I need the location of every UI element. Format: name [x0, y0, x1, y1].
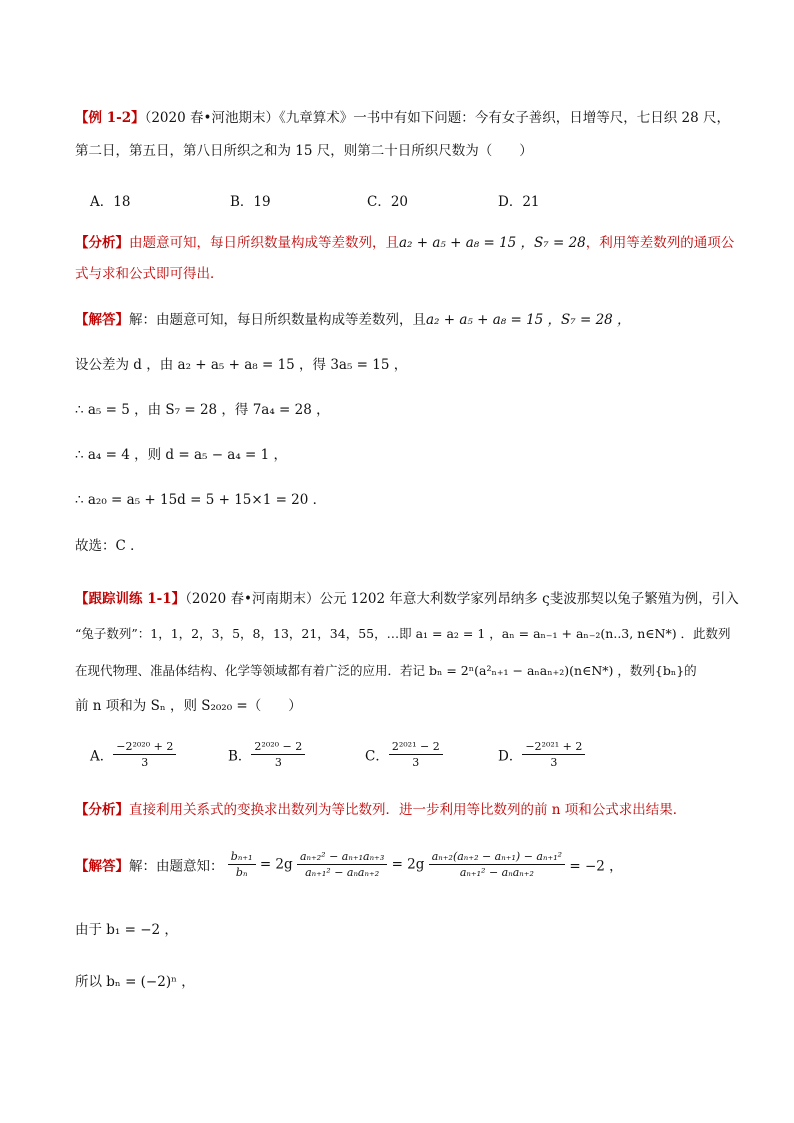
- choice-a: [90, 740, 176, 769]
- choice-c: [365, 740, 443, 769]
- example-tag: 【例 1-2】: [75, 110, 145, 126]
- answer-formula: a₂ + a₅ + a₈ = 15 ，S₇ = 28 ，: [426, 312, 631, 328]
- training-1-1-line-2: “兔子数列”：1，1，2，3，5，8，13，21，34，55，…即 a₁ = a₂ = 1 ，aₙ = aₙ₋₁ + aₙ₋₂(n..3, n∈N*) ．此数列: [75, 626, 731, 641]
- training-text: （2020 春•河南期末）公元 1202 年意大利数学家列昂纳多 ς斐波那契以兔子繁殖为例，引入: [185, 591, 739, 607]
- choice-b: [228, 740, 305, 769]
- analysis-tag: 【分析】: [75, 235, 129, 251]
- result: = −2 ，: [569, 858, 623, 875]
- fraction-denominator: 3: [141, 756, 149, 769]
- answer-text: 解：由题意可知，每日所织数量构成等差数列，且: [129, 312, 426, 328]
- training-1-1-line-3: 在现代物理、准晶体结构、化学等领域都有着广泛的应用．若记 bₙ = 2ⁿ(a²ₙ₊₁ − aₙaₙ₊₂)(n∈N*) ，数列{bₙ}的: [75, 663, 697, 678]
- choice-fraction: [389, 740, 443, 769]
- example-text: （2020 春•河池期末）《九章算术》一书中有如下问题：今有女子善织，日增等尺，七日织 28 尺，: [144, 110, 730, 126]
- analysis-text-2: ，利用等差数列的通项公: [585, 235, 735, 251]
- choice-fraction: [251, 740, 305, 769]
- fraction-numerator: −2²⁰²⁰ + 2: [113, 740, 176, 755]
- choice-label: C．: [365, 748, 389, 765]
- analysis-tag: 【分析】: [75, 802, 129, 818]
- training-analysis: [75, 800, 725, 820]
- step-b1: 由于 b₁ = −2 ，: [75, 922, 178, 938]
- ratio-fraction: [228, 850, 256, 879]
- step-1: 设公差为 d ，由 a₂ + a₅ + a₈ = 15 ，得 3a₅ = 15 ，: [75, 357, 408, 373]
- choice-label: B．: [228, 748, 252, 765]
- fraction-1: [297, 850, 387, 879]
- fraction-denominator: aₙ₊₁² − aₙaₙ₊₂: [459, 866, 534, 879]
- choice-a: A．18: [90, 194, 131, 210]
- fraction-numerator: aₙ₊₂(aₙ₊₂ − aₙ₊₁) − aₙ₊₁²: [429, 850, 565, 865]
- training-tag: 【跟踪训练 1-1】: [75, 591, 186, 607]
- step-bn: 所以 bₙ = (−2)ⁿ ，: [75, 974, 195, 990]
- equals-sign: = 2g: [259, 856, 293, 873]
- choice-c: C．20: [367, 194, 409, 210]
- step-4: ∴ a₂₀ = a₅ + 15d = 5 + 15×1 = 20 ．: [75, 492, 327, 508]
- answer-text: 解：由题意知：: [129, 858, 224, 875]
- fraction-numerator: 2²⁰²⁰ − 2: [251, 740, 305, 755]
- fraction-denominator: aₙ₊₁² − aₙaₙ₊₂: [305, 866, 380, 879]
- fraction-numerator: aₙ₊₂² − aₙ₊₁aₙ₊₃: [297, 850, 387, 865]
- fraction-numerator: 2²⁰²¹ − 2: [389, 740, 443, 755]
- step-2: ∴ a₅ = 5 ，由 S₇ = 28 ，得 7a₄ = 28 ，: [75, 402, 330, 418]
- step-3: ∴ a₄ = 4 ，则 d = a₅ − a₄ = 1 ，: [75, 447, 288, 463]
- fraction-denominator: 3: [274, 756, 282, 769]
- analysis-line-2: 式与求和公式即可得出．: [75, 266, 224, 282]
- choice-label: A．: [90, 748, 114, 765]
- answer-line-1: [75, 310, 725, 330]
- example-1-2-line-1: [75, 108, 730, 128]
- choice-fraction: [113, 740, 176, 769]
- fraction-numerator: −2²⁰²¹ + 2: [522, 740, 585, 755]
- choice-d: D．21: [498, 194, 540, 210]
- choice-b: B．19: [230, 194, 271, 210]
- analysis-line-1: [75, 233, 735, 253]
- fraction-numerator: bₙ₊₁: [228, 850, 256, 865]
- training-answer: [75, 850, 623, 879]
- choice-d: [498, 740, 585, 769]
- conclusion: 故选：C ．: [75, 538, 144, 554]
- analysis-formula: a₂ + a₅ + a₈ = 15 ，S₇ = 28: [399, 235, 586, 251]
- fraction-denominator: 3: [550, 756, 558, 769]
- training-1-1-line-4: 前 n 项和为 Sₙ ，则 S₂₀₂₀ =（ ）: [75, 698, 302, 714]
- equals-sign: = 2g: [391, 856, 425, 873]
- fraction-2: [429, 850, 565, 879]
- example-1-2-line-2: 第二日，第五日，第八日所织之和为 15 尺，则第二十日所织尺数为（ ）: [75, 143, 533, 159]
- choice-label: D．: [498, 748, 523, 765]
- fraction-denominator: 3: [412, 756, 420, 769]
- fraction-denominator: bₙ: [235, 866, 248, 879]
- training-1-1-line-1: [75, 589, 739, 609]
- answer-tag: 【解答】: [75, 858, 129, 875]
- choice-fraction: [522, 740, 585, 769]
- answer-tag: 【解答】: [75, 312, 129, 328]
- analysis-text: 由题意可知，每日所织数量构成等差数列，且: [129, 235, 399, 251]
- analysis-text: 直接利用关系式的变换求出数列为等比数列．进一步利用等比数列的前 n 项和公式求出结果．: [129, 802, 687, 818]
